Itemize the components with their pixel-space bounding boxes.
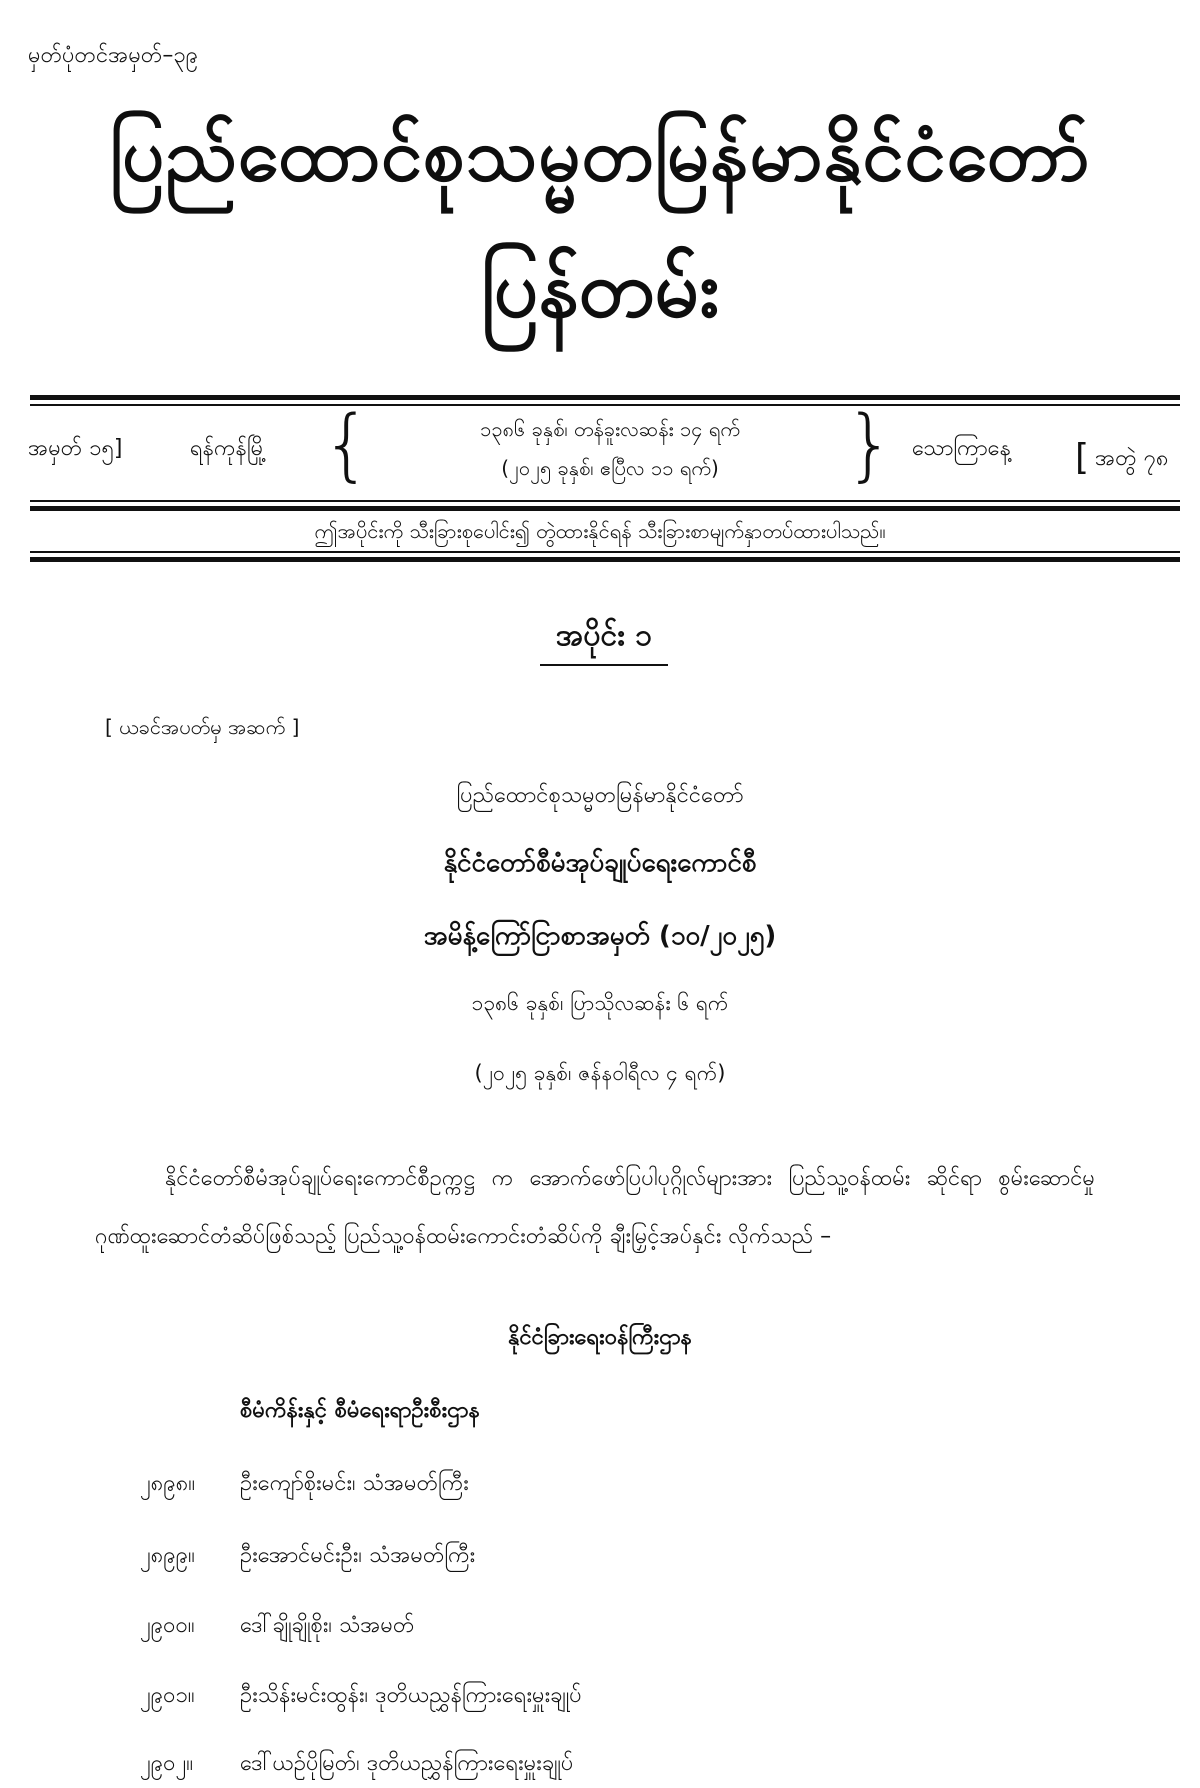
separate-page-notice: ဤအပိုင်းကို သီးခြားစုပေါင်း၍ တွဲထားနိုင်ရန် သီးခြားစာမျက်နှာတပ်ထားပါသည်။ xyxy=(314,519,886,543)
volume-label: အတွဲ ၇၈ xyxy=(1095,446,1169,471)
list-item-text: ဦးသိန်းမင်းထွန်း၊ ဒုတိယညွှန်ကြားရေးမှူးချုပ် xyxy=(240,1683,582,1708)
list-item-text: ဦးအောင်မင်းဦး၊ သံအမတ်ကြီး xyxy=(240,1543,476,1568)
publication-city: ရန်ကုန်မြို့ xyxy=(190,436,267,461)
header-rule-thin-bottom xyxy=(30,551,1180,553)
order-paragraph: နိုင်ငံတော်စီမံအုပ်ချုပ်ရေးကောင်စီဥက္ကဋ္ဌ က အောက်ဖော်ပြပါပုဂ္ဂိုလ်များအား ပြည်သူ့ဝန်ထမ်း ဆိုင်ရာ စွမ်းဆောင်မှုဂုဏ်ထူးဆောင်တံဆိပ်ဖြစ်သည့် ပြည်သူ့ဝန်ထမ်းကောင်းတံဆိပ်ကို ချီးမြှင့်အပ်နှင်း လိုက်သည် – xyxy=(95,1166,1095,1249)
right-brace: } xyxy=(845,400,895,490)
gazette-masthead-country: ပြည်ထောင်စုသမ္မတမြန်မာနိုင်ငံတော် xyxy=(109,112,1091,198)
order-number: အမိန့်ကြော်ငြာစာအမှတ် (၁၀/၂၀၂၅) xyxy=(423,921,777,951)
part-title-underline xyxy=(540,664,668,666)
header-rule-thick-mid xyxy=(30,506,1180,511)
issue-date-myanmar: ၁၃၈၆ ခုနှစ်၊ တန်ခူးလဆန်း ၁၄ ရက် xyxy=(480,417,740,441)
order-date-gregorian: (၂၀၂၅ ခုနှစ်၊ ဇန်နဝါရီလ ၄ ရက်) xyxy=(474,1061,726,1085)
header-rule-thin-top xyxy=(30,404,1180,406)
ministry-heading: နိုင်ငံခြားရေးဝန်ကြီးဌာန xyxy=(508,1325,692,1350)
list-item xyxy=(0,1680,1200,1720)
issue-number: အမှတ် ၁၅] xyxy=(28,436,123,461)
department-heading: စီမံကိန်းနှင့် စီမံရေးရာဦးစီးဌာန xyxy=(240,1398,480,1423)
part-title: အပိုင်း ၁ xyxy=(555,618,653,653)
order-country: ပြည်ထောင်စုသမ္မတမြန်မာနိုင်ငံတော် xyxy=(456,783,744,808)
order-date-myanmar: ၁၃၈၆ ခုနှစ်၊ ပြာသိုလဆန်း ၆ ရက် xyxy=(471,991,729,1015)
volume-number xyxy=(1075,433,1169,476)
volume-bracket: [ xyxy=(1075,437,1090,478)
list-item xyxy=(0,1468,1200,1508)
issue-date-gregorian: (၂၀၂၅ ခုနှစ်၊ ဧပြီလ ၁၁ ရက်) xyxy=(501,456,719,480)
list-item xyxy=(0,1540,1200,1580)
list-item xyxy=(0,1610,1200,1650)
list-item-number: ၂၉၀၂။ xyxy=(140,1751,194,1776)
left-brace: { xyxy=(322,400,372,490)
list-item-number: ၂၉၀၀။ xyxy=(140,1613,195,1638)
registration-number: မှတ်ပုံတင်အမှတ်–၃၉ xyxy=(28,43,199,68)
list-item-number: ၂၈၉၈။ xyxy=(140,1471,195,1496)
order-council: နိုင်ငံတော်စီမံအုပ်ချုပ်ရေးကောင်စီ xyxy=(443,848,757,878)
gazette-masthead-title: ပြန်တမ်း xyxy=(480,245,720,335)
list-item-text: ဦးကျော်စိုးမင်း၊ သံအမတ်ကြီး xyxy=(240,1471,469,1496)
list-item-text: ဒေါ်ချိုချိုစိုး၊ သံအမတ် xyxy=(240,1613,415,1638)
header-rule-thick-bottom xyxy=(30,557,1180,562)
issue-weekday: သောကြာနေ့ xyxy=(912,436,1011,461)
list-item-text: ဒေါ်ယဉ်ပိုမြတ်၊ ဒုတိယညွှန်ကြားရေးမှူးချုပ် xyxy=(240,1751,574,1776)
list-item-number: ၂၈၉၉။ xyxy=(140,1543,195,1568)
header-rule-thick-top xyxy=(30,395,1180,400)
list-item-number: ၂၉၀၁။ xyxy=(140,1683,195,1708)
list-item xyxy=(0,1748,1200,1788)
continued-note: [ ယခင်အပတ်မှ အဆက် ] xyxy=(105,715,300,739)
header-rule-thin-mid xyxy=(30,500,1180,502)
